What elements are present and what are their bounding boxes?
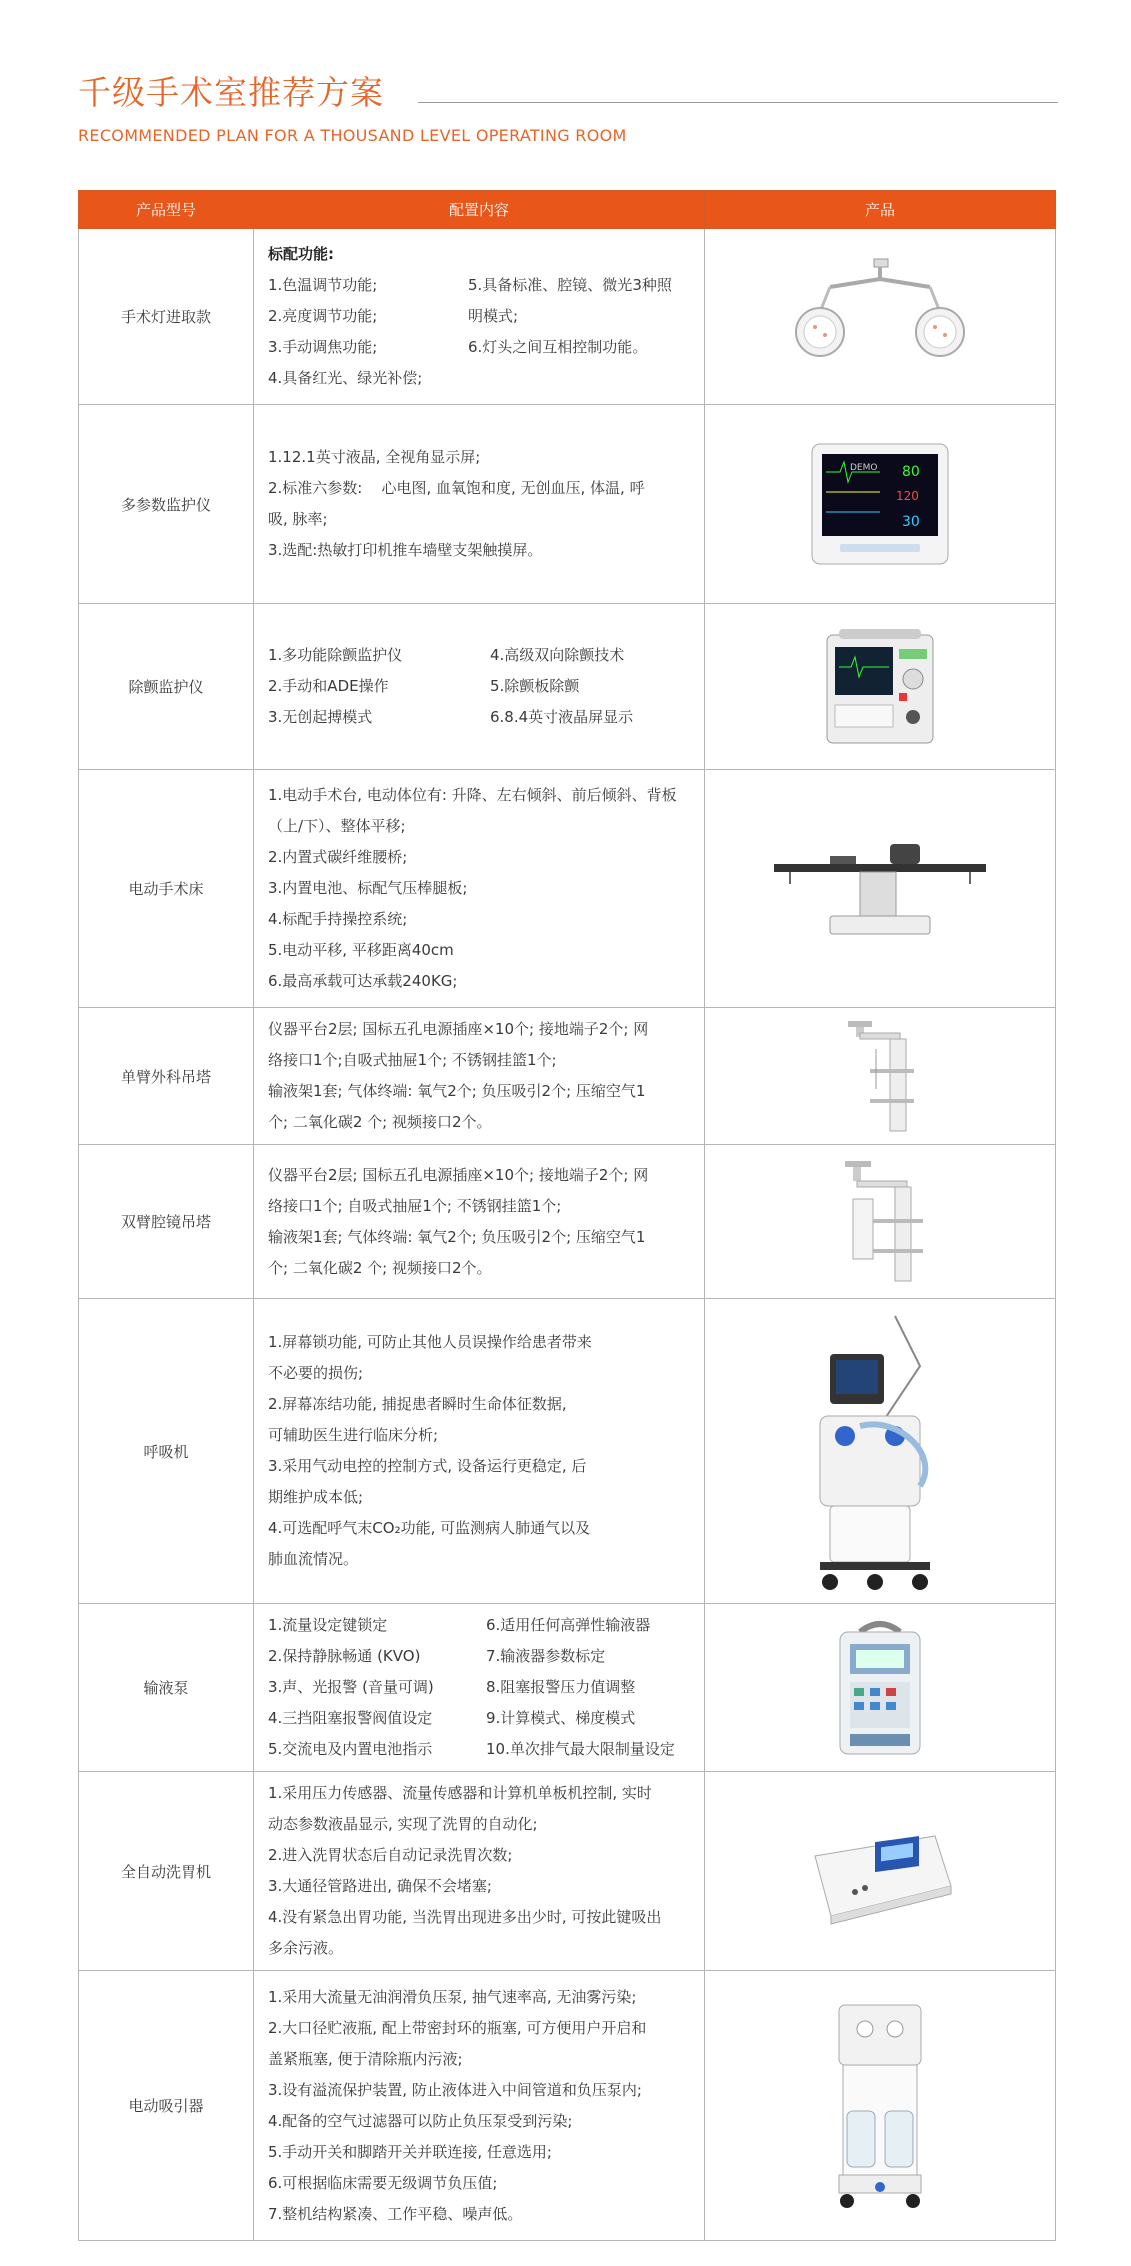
feature-line: 仪器平台2层; 国标五孔电源插座×10个; 接地端子2个; 网 [268,1020,649,1038]
ventilator-image [800,1306,960,1596]
header-product: 产品 [705,191,1056,229]
monitor-label: DEMO [850,462,878,473]
single-arm-pendant-image [840,1019,920,1134]
table-row [79,405,1056,604]
row-content [254,1971,705,2241]
table-row [79,1971,1056,2241]
row-content [254,1145,705,1299]
infusion-pump-image [830,1618,930,1758]
feature-line: 2.保持静脉畅通 (KVO) [268,1647,421,1665]
feature-line: 明模式; [468,307,519,325]
feature-line: 4.没有紧急出胃功能, 当洗胃出现进多出少时, 可按此键吸出 [268,1908,662,1926]
feature-line: 2.标准六参数: 心电图, 血氧饱和度, 无创血压, 体温, 呼 [268,479,645,497]
feature-line: 5.手动开关和脚踏开关并联连接, 任意选用; [268,2142,552,2161]
table-row [79,229,1056,405]
product-image-cell [705,1604,1056,1772]
feature-line: 1.采用压力传感器、流量传感器和计算机单板机控制, 实时 [268,1784,652,1802]
svg-text:120: 120 [896,488,919,503]
feature-line: 肺血流情况。 [268,1550,359,1568]
feature-line: 9.计算模式、梯度模式 [486,1709,636,1727]
feature-line: 4.三挡阻塞报警阀值设定 [268,1709,433,1727]
row-name: 电动手术床 [79,770,254,1008]
feature-line: 3.手动调焦功能; [268,338,378,356]
surgical-light-image [790,257,970,377]
row-content [254,1604,705,1772]
feature-line: 输液架1套; 气体终端: 氧气2个; 负压吸引2个; 压缩空气1 [268,1227,646,1246]
row-content [254,229,705,405]
product-image-cell [705,770,1056,1008]
feature-line: 8.阻塞报警压力值调整 [486,1678,636,1696]
feature-line: 7.输液器参数标定 [486,1647,606,1665]
feature-line: 个; 二氧化碳2 个; 视频接口2个。 [268,1113,492,1131]
svg-text:30: 30 [902,513,920,530]
feature-line: 2.进入洗胃状态后自动记录洗胃次数; [268,1846,513,1864]
row-heading: 标配功能: [268,245,334,263]
feature-line: 络接口1个; 自吸式抽屉1个; 不锈钢挂篮1个; [268,1196,562,1215]
feature-line: 1.电动手术台, 电动体位有: 升降、左右倾斜、前后倾斜、背板 [268,786,677,804]
suction-apparatus-image [825,2001,935,2211]
header-model: 产品型号 [79,191,254,229]
row-content [254,1008,705,1145]
feature-line: 期维护成本低; [268,1488,364,1506]
feature-line: 2.手动和ADE操作 [268,677,389,695]
row-content [254,770,705,1008]
feature-line: 6.可根据临床需要无级调节负压值; [268,2173,498,2192]
feature-line: 5.交流电及内置电池指示 [268,1740,433,1758]
feature-line: 6.最高承载可达承载240KG; [268,972,458,990]
feature-line: 2.内置式碳纤维腰桥; [268,848,408,866]
title-divider [418,102,1058,103]
feature-line: 可辅助医生进行临床分析; [268,1426,439,1444]
feature-line: 1.采用大流量无油润滑负压泵, 抽气速率高, 无油雾污染; [268,1987,637,2006]
feature-line: 2.大口径贮液瓶, 配上带密封环的瓶塞, 可方便用户开启和 [268,2018,647,2037]
table-row [79,1299,1056,1604]
feature-line: 个; 二氧化碳2 个; 视频接口2个。 [268,1258,492,1277]
product-image-cell [705,405,1056,604]
feature-line: 3.无创起搏模式 [268,708,373,726]
feature-line: 1.屏幕锁功能, 可防止其他人员误操作给患者带来 [268,1333,592,1351]
feature-line: 10.单次排气最大限制量设定 [486,1740,675,1758]
feature-line: 1.流量设定键锁定 [268,1616,388,1634]
feature-line: 2.屏幕冻结功能, 捕捉患者瞬时生命体征数据, [268,1395,567,1413]
feature-line: （上/下）、整体平移; [268,817,406,835]
feature-line: 4.具备红光、绿光补偿; [268,369,423,387]
table-row [79,1604,1056,1772]
table-row [79,770,1056,1008]
page-subtitle: RECOMMENDED PLAN FOR A THOUSAND LEVEL OPERATING ROOM [78,126,627,145]
row-name: 输液泵 [79,1604,254,1772]
product-image-cell [705,1008,1056,1145]
feature-line: 4.配备的空气过滤器可以防止负压泵受到污染; [268,2111,573,2130]
table-row [79,1772,1056,1971]
row-name: 双臂腔镜吊塔 [79,1145,254,1299]
row-name: 除颤监护仪 [79,604,254,770]
feature-line: 3.内置电池、标配气压棒腿板; [268,879,468,897]
feature-line: 1.色温调节功能; [268,276,378,294]
table-row [79,604,1056,770]
row-name: 呼吸机 [79,1299,254,1604]
product-image-cell [705,1145,1056,1299]
feature-line: 动态参数液晶显示, 实现了洗胃的自动化; [268,1815,538,1833]
feature-line: 不必要的损伤; [268,1364,364,1382]
svg-text:80: 80 [902,463,920,480]
feature-line: 6.8.4英寸液晶屏显示 [490,708,634,726]
feature-line: 3.大通径管路进出, 确保不会堵塞; [268,1877,492,1895]
feature-line: 络接口1个;自吸式抽屉1个; 不锈钢挂篮1个; [268,1051,557,1069]
product-table [78,190,1056,2241]
header-config: 配置内容 [254,191,705,229]
row-name: 全自动洗胃机 [79,1772,254,1971]
feature-line: 输液架1套; 气体终端: 氧气2个; 负压吸引2个; 压缩空气1 [268,1082,646,1100]
feature-line: 4.标配手持操控系统; [268,910,408,928]
feature-line: 3.设有溢流保护装置, 防止液体进入中间管道和负压泵内; [268,2080,642,2099]
product-image-cell [705,1772,1056,1971]
table-row [79,1008,1056,1145]
feature-line: 2.亮度调节功能; [268,307,378,325]
product-image-cell [705,1299,1056,1604]
feature-line: 6.灯头之间互相控制功能。 [468,338,648,356]
row-content [254,405,705,604]
product-image-cell [705,1971,1056,2241]
row-content [254,604,705,770]
feature-line: 3.选配:热敏打印机推车墙壁支架触摸屏。 [268,541,543,559]
row-name: 单臂外科吊塔 [79,1008,254,1145]
row-content [254,1772,705,1971]
defibrillator-image [825,627,935,747]
double-arm-pendant-image [835,1159,925,1284]
feature-line: 3.采用气动电控的控制方式, 设备运行更稳定, 后 [268,1457,587,1475]
feature-line: 多余污液。 [268,1939,344,1957]
patient-monitor-image [810,442,950,567]
feature-line: 1.12.1英寸液晶, 全视角显示屏; [268,448,481,466]
row-content [254,1299,705,1604]
product-image-cell [705,604,1056,770]
feature-line: 1.多功能除颤监护仪 [268,646,403,664]
feature-line: 5.除颤板除颤 [490,677,580,695]
feature-line: 5.电动平移, 平移距离40cm [268,941,454,959]
table-row [79,1145,1056,1299]
page-title: 千级手术室推荐方案 [78,73,384,112]
feature-line: 3.声、光报警 (音量可调) [268,1678,434,1696]
feature-line: 4.高级双向除颤技术 [490,646,625,664]
feature-line: 7.整机结构紧凑、工作平稳、噪声低。 [268,2204,523,2223]
feature-line: 盖紧瓶塞, 便于清除瓶内污液; [268,2049,463,2068]
operating-table-image [770,834,990,944]
feature-line: 吸, 脉率; [268,510,328,528]
row-name: 多参数监护仪 [79,405,254,604]
feature-line: 4.可选配呼气末CO₂功能, 可监测病人肺通气以及 [268,1519,591,1537]
page-header [78,70,1058,145]
row-name: 电动吸引器 [79,1971,254,2241]
table-header-row [79,191,1056,229]
feature-line: 6.适用任何高弹性输液器 [486,1616,651,1634]
row-name: 手术灯进取款 [79,229,254,405]
feature-line: 仪器平台2层; 国标五孔电源插座×10个; 接地端子2个; 网 [268,1165,649,1184]
product-image-cell [705,229,1056,405]
gastric-lavage-machine-image [805,1816,955,1926]
feature-line: 5.具备标准、腔镜、微光3种照 [468,276,672,294]
